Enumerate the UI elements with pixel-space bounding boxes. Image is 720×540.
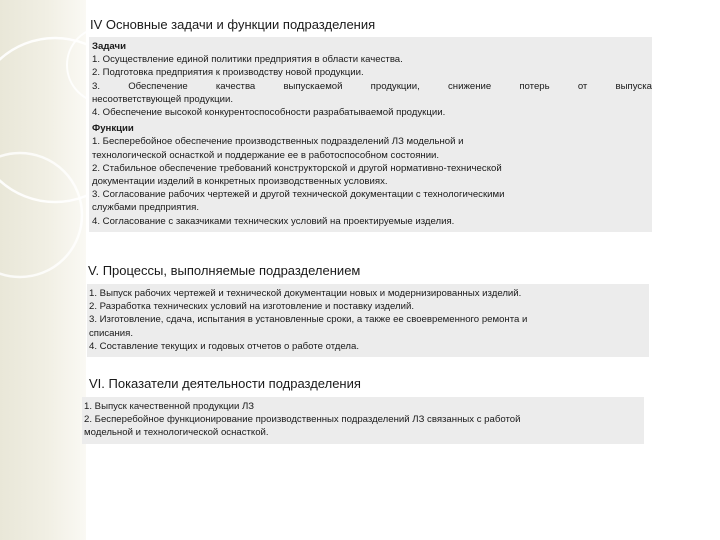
- task-item: 4. Обеспечение высокой конкурентоспособности разрабатываемой продукции.: [92, 107, 446, 119]
- word: качества: [215, 80, 256, 92]
- section-5-title: V. Процессы, выполняемые подразделением: [88, 263, 361, 278]
- function-line: документации изделий в конкретных производственных условиях.: [92, 176, 388, 188]
- process-line: 3. Изготовление, сдача, испытания в установленные сроки, а также ее своевременного ремонта и: [89, 314, 528, 326]
- section-4-title: IV Основные задачи и функции подразделения: [90, 17, 376, 32]
- indicator-line: модельной и технологической оснасткой.: [84, 427, 269, 439]
- function-line: 2. Стабильное обеспечение требований конструкторской и другой нормативно-технической: [92, 162, 502, 174]
- indicator-line: 2. Бесперебойное функционирование производственных подразделений ЛЗ связанных с работой: [84, 414, 521, 426]
- function-line: службами предприятия.: [92, 202, 200, 214]
- word: потерь: [519, 80, 550, 92]
- indicator-line: 1. Выпуск качественной продукции ЛЗ: [84, 401, 255, 412]
- process-line: 1. Выпуск рабочих чертежей и технической документации новых и модернизированных изделий.: [89, 288, 522, 299]
- process-line: 2. Разработка технических условий на изготовление и поставку изделий.: [89, 301, 415, 313]
- section-6-title: VI. Показатели деятельности подразделения: [89, 376, 361, 391]
- word: выпускаемой: [283, 80, 343, 92]
- function-line: 3. Согласование рабочих чертежей и другой технической документации с технологическими: [92, 189, 505, 201]
- tasks-heading: Задачи: [92, 41, 126, 52]
- process-line: 4. Составление текущих и годовых отчетов о работе отдела.: [89, 340, 359, 352]
- section-6-content: [82, 397, 644, 444]
- function-line: технологической оснасткой и поддержание ее в работоспособном состоянии.: [92, 149, 440, 161]
- section-4-content: [89, 37, 652, 232]
- function-line: 4. Согласование с заказчиками технических условий на проектируемые изделия.: [92, 215, 455, 227]
- functions-heading: Функции: [92, 123, 134, 135]
- task-item: 2. Подготовка предприятия к производству новой продукции.: [92, 67, 364, 79]
- word: снижение: [447, 80, 492, 92]
- word: выпуска: [615, 80, 652, 92]
- task-item-justified: [92, 80, 652, 93]
- task-item: 1. Осуществление единой политики предприятия в области качества.: [92, 54, 403, 66]
- word: Обеспечение: [128, 80, 188, 92]
- word: от: [577, 80, 588, 92]
- word: 3.: [92, 80, 101, 92]
- function-line: 1. Бесперебойное обеспечение производственных подразделений ЛЗ модельной и: [92, 136, 464, 148]
- process-line: списания.: [89, 327, 134, 339]
- task-item-continued: несоответствующей продукции.: [92, 93, 234, 105]
- section-5-content: [87, 284, 649, 357]
- word: продукции,: [370, 80, 420, 92]
